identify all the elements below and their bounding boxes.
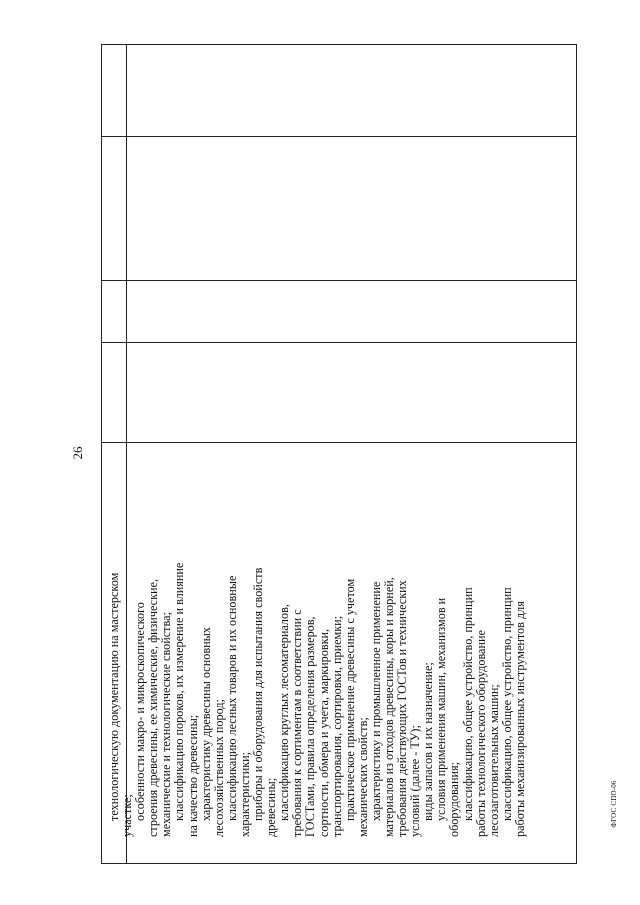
- knowledge-line: требования к сортиментам в соответствии с: [290, 609, 305, 837]
- knowledge-line: лесохозяйственных пород;: [211, 699, 226, 837]
- knowledge-line: материалов из отходов древесины, коры и корней,: [381, 577, 396, 837]
- knowledge-line: на качество древесины;: [185, 714, 200, 837]
- rotated-table: [101, 44, 577, 864]
- knowledge-line: лесозаготовительных машин;: [486, 684, 501, 837]
- knowledge-line: требования действующих ГОСТов и технических: [395, 580, 410, 837]
- knowledge-line: приборы и оборудования для испытания свойств: [251, 567, 266, 821]
- knowledge-line: характеристику и промышленное применение: [368, 581, 383, 821]
- knowledge-line: работы технологического оборудование: [473, 630, 488, 837]
- knowledge-line: классификацию лесных товаров и их основные: [224, 575, 239, 821]
- knowledge-line: работы механизированных инструментов для: [512, 601, 527, 837]
- knowledge-line: древесины;: [264, 777, 279, 837]
- knowledge-line: технологическую документацию на мастерском: [107, 572, 121, 821]
- knowledge-list: [108, 453, 527, 837]
- knowledge-line: практическое применение древесины с учетом: [342, 578, 357, 821]
- knowledge-line: условий (далее - ТУ);: [408, 725, 423, 837]
- index-column-border: [126, 44, 127, 864]
- footer-code: ФГОС СПО-06: [610, 780, 618, 828]
- standards-table: [101, 44, 577, 864]
- knowledge-list-cell: [102, 443, 576, 863]
- knowledge-line: участке;: [120, 794, 135, 837]
- page-number: 26: [70, 446, 85, 460]
- knowledge-line: классификацию круглых лесоматериалов,: [277, 604, 292, 821]
- knowledge-line: механических свойств;: [355, 717, 370, 837]
- knowledge-line: классификацию, общее устройство, принцип: [499, 587, 514, 821]
- column-divider: [102, 280, 576, 281]
- column-divider: [102, 136, 576, 137]
- knowledge-line: оборудования;: [447, 762, 462, 837]
- knowledge-line: классификацию пороков, их измерение и влияние: [172, 562, 187, 821]
- knowledge-line: ГОСТами, правила определения размеров,: [303, 616, 318, 837]
- knowledge-line: условия применения машин, механизмов и: [434, 597, 449, 821]
- knowledge-line: характеристику древесины основных: [198, 627, 213, 821]
- knowledge-line: классификацию, общее устройство, принцип: [460, 587, 475, 821]
- knowledge-line: характеристики;: [237, 751, 252, 837]
- knowledge-line: сортности, обмера и учета, маркировки,: [316, 628, 331, 837]
- column-divider: [102, 342, 576, 343]
- knowledge-line: виды запасов и их назначение;: [421, 662, 436, 821]
- knowledge-line: строения древесины, ее химические, физические,: [146, 579, 161, 837]
- knowledge-line: особенности макро- и микроскопического: [133, 602, 148, 821]
- knowledge-line: транспортирования, сортировки, приемки;: [329, 615, 344, 837]
- knowledge-line: механические и технологические свойства;: [159, 612, 174, 837]
